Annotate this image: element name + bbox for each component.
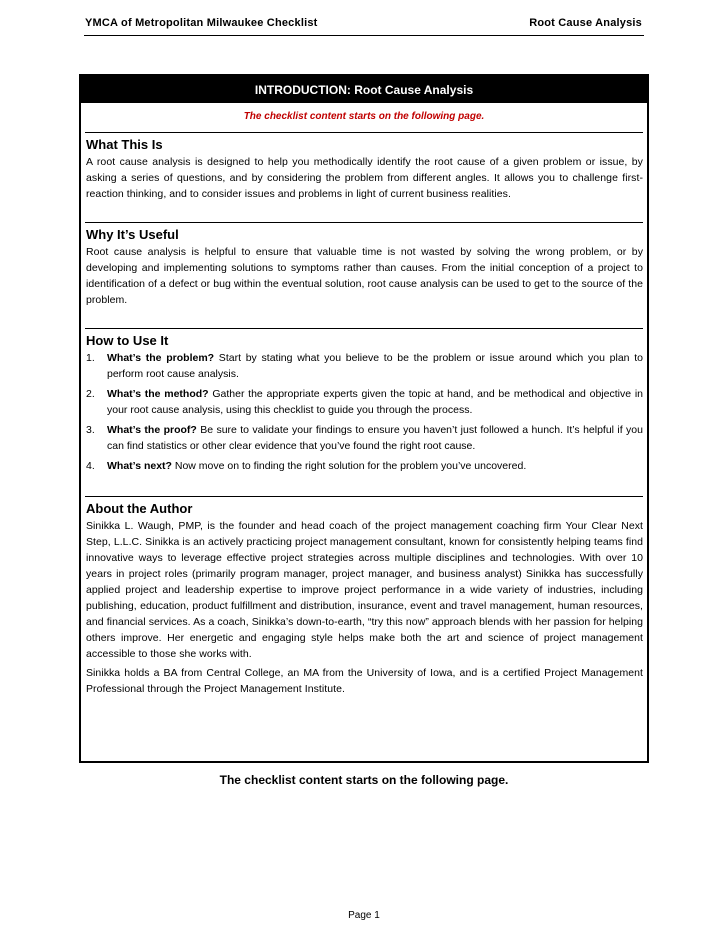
list-item [86,422,643,454]
section-why-useful [85,222,643,308]
section-how-to-use [85,328,643,474]
step-lead: What’s the problem? [107,352,215,364]
section-title: Why It’s Useful [86,227,179,242]
section-divider [85,328,643,329]
header-organization: YMCA of Metropolitan Milwaukee Checklist [85,17,318,29]
section-body: Sinikka holds a BA from Central College, an MA from the University of Iowa, and is a certified Project Management Professional through the Project Management Institute. [86,667,643,695]
footer-note: The checklist content starts on the following page. [219,773,509,787]
section-title: About the Author [86,501,193,516]
section-divider [85,132,643,133]
introduction-subtitle: The checklist content starts on the following page. [243,111,485,122]
section-divider [85,222,643,223]
section-title: How to Use It [86,333,169,348]
page-number: Page 1 [348,910,380,921]
section-divider [85,496,643,497]
step-lead: What’s next? [107,460,172,472]
header-document-title: Root Cause Analysis [529,17,642,29]
introduction-title: INTRODUCTION: Root Cause Analysis [81,76,647,103]
section-body: A root cause analysis is designed to help you methodically identify the root cause of a given problem or issue, by asking a series of questions, and by considering the problem from different angles. It allows you to challenge first-reaction thinking, and to consider issues and problems in light of current business realities. [86,156,643,200]
section-title: What This Is [86,137,163,152]
section-what-this-is [85,132,643,202]
introduction-content [85,132,643,697]
step-text: Now move on to finding the right solution for the problem you’ve uncovered. [171,460,527,472]
step-text: Start by stating what you believe to be the problem or issue around which you plan to perform root cause analysis. [107,352,643,380]
step-text: Gather the appropriate experts given the topic at hand, and be methodical and objective in your root cause analysis, using this checklist to guide you through the process. [107,388,643,416]
page-header [84,14,644,36]
step-lead: What’s the method? [107,388,209,400]
list-item [86,458,643,474]
section-body: Sinikka L. Waugh, PMP, is the founder and head coach of the project management coaching firm Your Clear Next Step, L.L.C. Sinikka is an actively practicing project management consultant, known for consistently helping teams find innovative ways to leverage effective project strategies across multiple disciplines and technologies. With over 10 years in project roles (primarily program manager, project manager, and business analyst) Sinikka has successfully applied project and leadership expertise to improve project performance in a wide variety of industries, including publishing, education, product fulfillment and distribution, insurance, event and travel management, human resources, and financial services. As a coach, Sinikka’s down-to-earth, “try this now” approach blends with her passion for helping others improve. Her energetic and engaging style helps make both the art and science of project management accessible to those she works with. [86,520,643,660]
steps-list [85,350,643,474]
introduction-box [79,74,649,763]
list-item [86,386,643,418]
list-item [86,350,643,382]
step-lead: What’s the proof? [107,424,197,436]
step-number: 3. [86,424,95,436]
step-text: Be sure to validate your findings to ensure you haven’t just followed a hunch. It’s helpful if you can find statistics or other clear evidence that you’ve found the right root cause. [107,424,643,452]
step-number: 1. [86,352,95,364]
step-number: 2. [86,388,95,400]
step-number: 4. [86,460,95,472]
section-about-author [85,496,643,697]
section-body: Root cause analysis is helpful to ensure that valuable time is not wasted by solving the wrong problem, or by developing and implementing solutions to symptoms rather than causes. From the initial conception of a project to identification of a defect or bug within the eventual solution, root cause analysis can be used to get to the source of the problem. [86,246,643,306]
